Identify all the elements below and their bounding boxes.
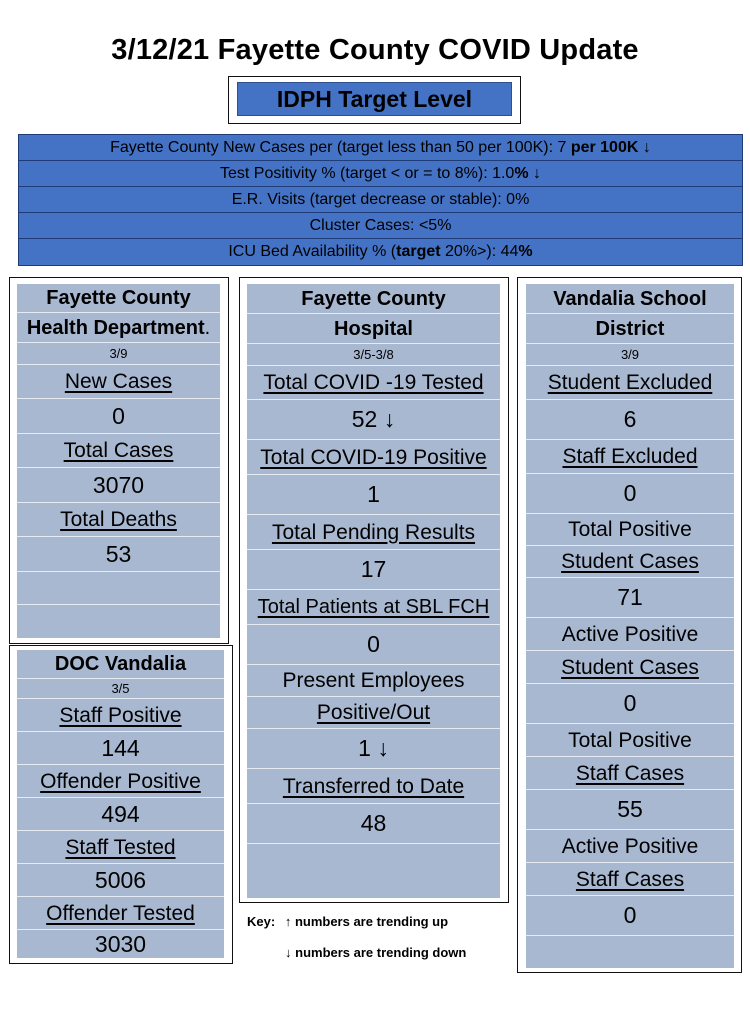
hospital-panel [247, 284, 500, 898]
staff-excluded-label [526, 440, 734, 474]
active-positive-student-label-2-text: Student Cases [561, 655, 699, 679]
total-tested-label-text: Total COVID -19 Tested [263, 371, 484, 394]
total-positive-student-label-2 [526, 546, 734, 578]
employees-value: 1 ↓ [247, 729, 500, 769]
patients-label [247, 590, 500, 625]
offender-positive-value: 494 [17, 798, 224, 831]
school-title-2: District [526, 314, 734, 344]
student-excluded-value: 6 [526, 400, 734, 440]
patients-value: 0 [247, 625, 500, 665]
total-positive-label-text: Total COVID-19 Positive [260, 445, 487, 469]
health-dept-date: 3/9 [17, 343, 220, 365]
employees-label-2 [247, 697, 500, 729]
employees-label-2-text: Positive/Out [316, 701, 431, 724]
pending-results-label [247, 515, 500, 550]
active-positive-staff-label-2 [526, 863, 734, 896]
offender-positive-label [17, 765, 224, 798]
total-deaths-value: 53 [17, 537, 220, 572]
key-down-text: numbers are trending down [295, 945, 467, 960]
total-cases-label [17, 434, 220, 468]
metric-icu-text-b: target [396, 243, 441, 260]
pending-results-label-text: Total Pending Results [271, 520, 476, 544]
total-cases-value: 3070 [17, 468, 220, 503]
new-cases-label [17, 365, 220, 399]
total-positive-label [247, 440, 500, 475]
health-dept-title-2-text: Health Department [26, 316, 205, 339]
staff-excluded-value: 0 [526, 474, 734, 514]
total-deaths-label-text: Total Deaths [60, 508, 177, 531]
student-excluded-label-text: Student Excluded [547, 371, 713, 394]
total-tested-label [247, 366, 500, 400]
legend-key [247, 914, 448, 929]
metric-test-positivity [19, 161, 742, 187]
key-label: Key: [247, 914, 276, 929]
health-dept-title-1: Fayette County [17, 284, 220, 313]
staff-positive-label-text: Staff Positive [59, 703, 182, 727]
staff-positive-value: 144 [17, 732, 224, 765]
target-level-box [228, 76, 521, 124]
staff-excluded-label-text: Staff Excluded [562, 445, 698, 468]
total-positive-student-value: 71 [526, 578, 734, 618]
metric-new-cases-text: Fayette County New Cases per (target less than 50 per 100K): 7 [110, 138, 571, 156]
metric-icu-availability [19, 239, 742, 265]
school-empty-row [526, 936, 734, 968]
new-cases-label-text: New Cases [64, 370, 173, 393]
active-positive-student-label-2 [526, 651, 734, 684]
metric-icu-text-d: % [518, 243, 533, 260]
school-title-1: Vandalia School [526, 284, 734, 314]
active-positive-staff-label-1: Active Positive [526, 830, 734, 863]
total-tested-value: 52 ↓ [247, 400, 500, 440]
health-dept-empty-row [17, 605, 220, 638]
page-title: 3/12/21 Fayette County COVID Update [111, 34, 639, 66]
total-positive-staff-label-2-text: Staff Cases [575, 761, 685, 785]
key-up-text: numbers are trending up [294, 914, 449, 929]
metric-icu-text-c: 20%>): 44 [440, 243, 519, 260]
active-positive-staff-value: 0 [526, 896, 734, 936]
doc-panel [17, 650, 224, 958]
total-positive-staff-value: 55 [526, 790, 734, 830]
transferred-value: 48 [247, 804, 500, 844]
school-panel [526, 284, 734, 968]
metric-new-cases-bold: per 100K ↓ [570, 138, 651, 156]
up-arrow-icon: ↑ [284, 914, 292, 929]
health-dept-panel [17, 284, 220, 638]
total-cases-label-text: Total Cases [63, 439, 174, 462]
active-positive-staff-label-2-text: Staff Cases [575, 867, 685, 891]
total-positive-student-label-2-text: Student Cases [561, 550, 699, 573]
metric-er-visits: E.R. Visits (target decrease or stable): 0% [19, 187, 742, 213]
health-dept-title-2 [17, 313, 220, 343]
staff-tested-value: 5006 [17, 864, 224, 897]
metric-icu-text-a: ICU Bed Availability % ( [228, 243, 397, 260]
transferred-label [247, 769, 500, 804]
down-arrow-icon: ↓ [285, 945, 292, 960]
pending-results-value: 17 [247, 550, 500, 590]
active-positive-student-value: 0 [526, 684, 734, 724]
metric-positivity-bold: % ↓ [514, 164, 541, 182]
legend-key-down [285, 945, 466, 960]
transferred-label-text: Transferred to Date [282, 774, 465, 798]
offender-tested-label-text: Offender Tested [46, 901, 195, 925]
employees-label-1: Present Employees [247, 665, 500, 697]
doc-date: 3/5 [17, 679, 224, 699]
total-deaths-label [17, 503, 220, 537]
offender-tested-value: 3030 [94, 930, 147, 957]
active-positive-student-label-1: Active Positive [526, 618, 734, 651]
doc-title: DOC Vandalia [17, 650, 224, 679]
health-dept-title-2-suffix: . [204, 316, 211, 339]
offender-tested-label [17, 897, 224, 930]
metric-cluster-cases: Cluster Cases: <5% [19, 213, 742, 239]
hospital-title-2: Hospital [247, 314, 500, 344]
metric-new-cases [19, 135, 742, 161]
total-positive-student-label-1: Total Positive [526, 514, 734, 546]
patients-label-text: Total Patients at SBL FCH [257, 596, 490, 618]
staff-positive-label [17, 699, 224, 732]
target-metrics-table [18, 134, 743, 266]
hospital-empty-row [247, 844, 500, 898]
school-date: 3/9 [526, 344, 734, 366]
new-cases-value: 0 [17, 399, 220, 434]
offender-positive-label-text: Offender Positive [40, 769, 201, 793]
hospital-date: 3/5-3/8 [247, 344, 500, 366]
staff-tested-label-text: Staff Tested [65, 835, 176, 859]
total-positive-staff-label-1: Total Positive [526, 724, 734, 757]
hospital-title-1: Fayette County [247, 284, 500, 314]
metric-positivity-text: Test Positivity % (target < or = to 8%): 1.0 [219, 164, 515, 182]
health-dept-empty-row [17, 572, 220, 605]
student-excluded-label [526, 366, 734, 400]
total-positive-value: 1 [247, 475, 500, 515]
target-level-label: IDPH Target Level [237, 82, 512, 116]
staff-tested-label [17, 831, 224, 864]
total-positive-staff-label-2 [526, 757, 734, 790]
